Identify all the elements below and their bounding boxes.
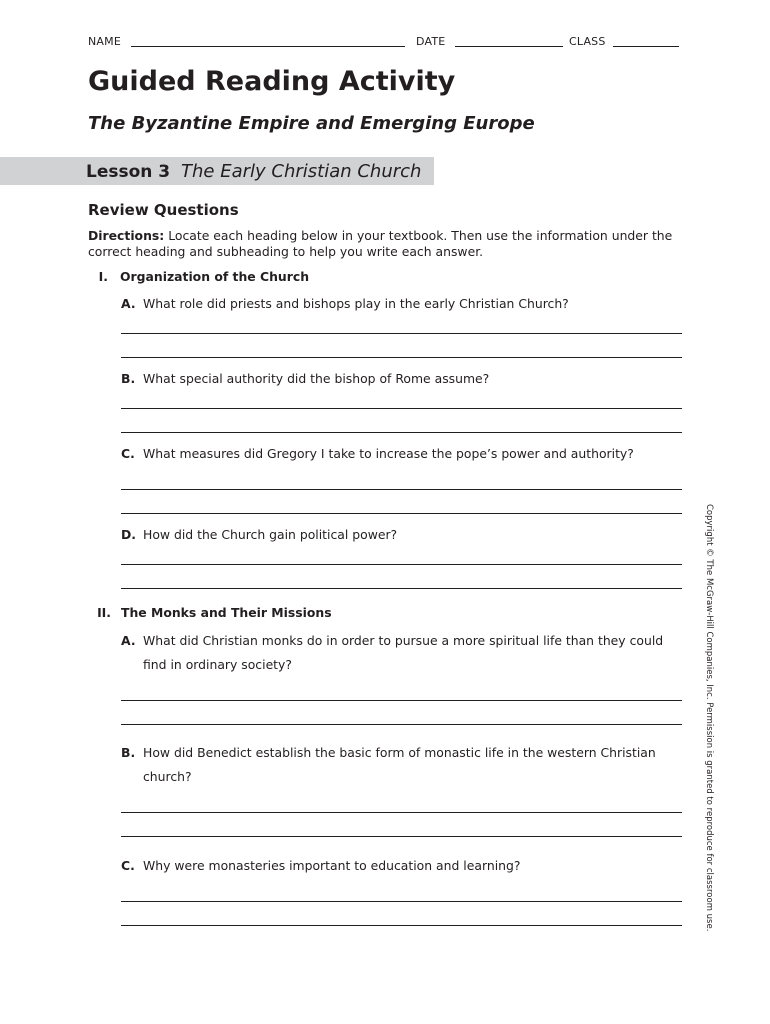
date-label: DATE <box>416 35 446 48</box>
section-numeral: II. <box>97 605 111 620</box>
directions <box>88 228 688 260</box>
answer-line[interactable] <box>121 564 682 565</box>
answer-line[interactable] <box>121 836 682 837</box>
answer-line[interactable] <box>121 588 682 589</box>
lesson-title: The Early Christian Church <box>181 161 422 182</box>
answer-line[interactable] <box>121 812 682 813</box>
section-title: Organization of the Church <box>120 269 310 284</box>
page-subtitle: The Byzantine Empire and Emerging Europe <box>88 113 535 134</box>
class-label: CLASS <box>569 35 606 48</box>
question-text: How did Benedict establish the basic form of monastic life in the western Christian church? <box>143 745 656 784</box>
question-letter: A. <box>121 296 136 311</box>
directions-label: Directions: <box>88 228 165 243</box>
question-letter: D. <box>121 527 136 542</box>
section-numeral: I. <box>98 269 108 284</box>
name-field[interactable] <box>131 46 405 47</box>
question-text: What special authority did the bishop of Rome assume? <box>143 371 490 386</box>
date-field[interactable] <box>455 46 563 47</box>
review-heading: Review Questions <box>88 201 239 219</box>
answer-line[interactable] <box>121 901 682 902</box>
directions-text: Locate each heading below in your textbook. Then use the information under the correct heading and subheading to help you write each answer. <box>88 228 673 259</box>
answer-line[interactable] <box>121 408 682 409</box>
question-text: What measures did Gregory I take to increase the pope’s power and authority? <box>143 446 634 461</box>
question-letter: B. <box>121 745 136 760</box>
question-letter: A. <box>121 633 136 648</box>
question-letter: C. <box>121 858 135 873</box>
answer-line[interactable] <box>121 432 682 433</box>
copyright-notice: Copyright © The McGraw-Hill Companies, Inc. Permission is granted to reproduce for classroom use. <box>704 504 714 932</box>
section-title: The Monks and Their Missions <box>121 605 332 620</box>
answer-line[interactable] <box>121 700 682 701</box>
question-text: Why were monasteries important to education and learning? <box>143 858 521 873</box>
name-label: NAME <box>88 35 121 48</box>
question-letter: B. <box>121 371 136 386</box>
answer-line[interactable] <box>121 357 682 358</box>
answer-line[interactable] <box>121 513 682 514</box>
page-title: Guided Reading Activity <box>88 66 456 97</box>
answer-line[interactable] <box>121 724 682 725</box>
class-field[interactable] <box>613 46 679 47</box>
answer-line[interactable] <box>121 333 682 334</box>
question-text: How did the Church gain political power? <box>143 527 398 542</box>
question-text: What role did priests and bishops play in the early Christian Church? <box>143 296 569 311</box>
question-letter: C. <box>121 446 135 461</box>
question-text: What did Christian monks do in order to pursue a more spiritual life than they could find in ordinary society? <box>143 633 664 672</box>
answer-line[interactable] <box>121 489 682 490</box>
lesson-number: Lesson 3 <box>86 162 171 182</box>
answer-line[interactable] <box>121 925 682 926</box>
